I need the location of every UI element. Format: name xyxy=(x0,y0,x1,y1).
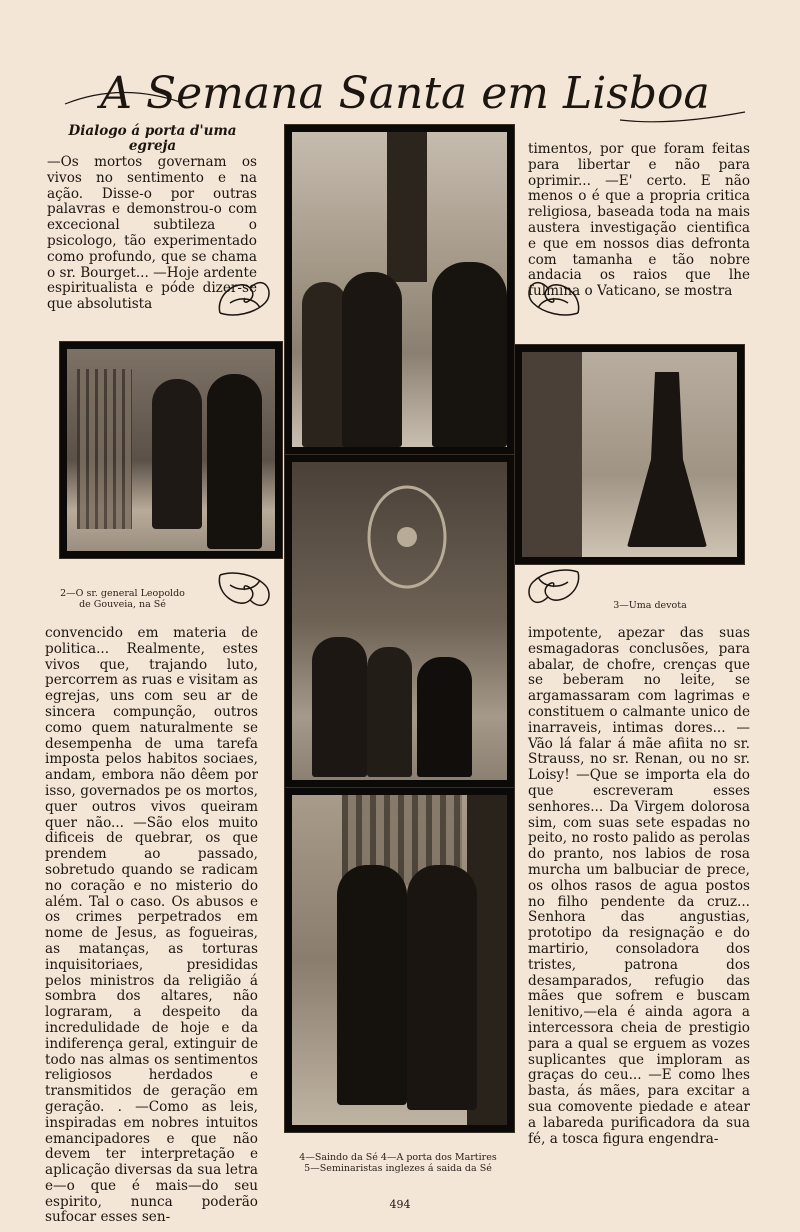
article-right-top: timentos, por que foram feitas para libertar e não para oprimir... —E' certo. E não menos o é que a propria critica religiosa, baseada toda na mais austera investigação cientifica e que em nossos dias defronta com tamanha e tão nobre andacia os raios que lhe fulmina o Vaticano, se mostra xyxy=(528,141,750,300)
photo-leaving-se xyxy=(285,455,514,787)
caption-photo-3: 3—Uma devota xyxy=(613,600,687,611)
photo-devout-woman xyxy=(515,345,744,564)
flourish-ornament xyxy=(210,565,280,620)
page-number: 494 xyxy=(389,1198,411,1211)
flourish-ornament xyxy=(210,268,280,323)
article-left-top: —Os mortos governam os vivos no sentimento e na ação. Disse-o por outras palavras e demonstrou-o com excecional subtileza o psicologo, tão experimentado como profundo, que se chama o sr. Bourget... —Hoje ardente espiritualista e póde dizer-se que absolutista xyxy=(47,154,257,313)
title-text: A Semana Santa em Lisboa xyxy=(100,68,710,119)
flourish-ornament xyxy=(518,268,588,323)
photo-seminarians xyxy=(285,788,514,1132)
flourish-ornament xyxy=(518,562,588,617)
article-left-bottom: convencido em materia de politica... Realmente, estes vivos que, trajando luto, percorrem as ruas e visitam as egrejas, uns com seu ar de sincera compunção, outros como quem naturalmente se desempenha de uma tarefa imposta pelos habitos sociaes, andam, embora não dêem por isso, governados pe os mortos, quer outros vivos queiram quer não... —São elos muito dificeis de quebrar, os que prendem ao passado, sobretudo quando se radicam no coração e no misterio do além. Tal o caso. Os abusos e os crimes perpetrados em nome de Jesus, as fogueiras, as matanças, as torturas inquisitoriaes, presididas pelos ministros da religião á sombra dos altares, não lograram, a despeito da incredulidade de hoje e da indiferença geral, extinguir de todo nas almas os sentimentos religiosos herdados e transmitidos de geração em geração. . —Como as leis, inspiradas em nobres intuitos emancipadores e que não devem ter interpretação e aplicação diversas da sua letra e—o que é mais—do seu espirito, nunca poderão sufocar esses sen- xyxy=(45,625,258,1226)
caption-bottom: 4—Saindo da Sé 4—A porta dos Martires 5—Seminaristas inglezes á saida da Sé xyxy=(299,1152,497,1174)
caption-photo-2: 2—O sr. general Leopoldo de Gouveia, na Sé xyxy=(60,588,185,610)
banner-emblem xyxy=(362,482,452,592)
article-right-bottom: impotente, apezar das suas esmagadoras conclusões, para abalar, de chofre, crenças que se beberam no leite, se argamassaram com lagrimas e constituem o calmante unico de inarraveis, intimas dores... —Vão lá falar á mãe afiita no sr. Strauss, no sr. Renan, ou no sr. Loisy! —Que se importa ela do que escreveram esses senhores... Da Virgem dolorosa sim, com suas sete espadas no peito, no rosto palido as perolas do pranto, nos labios de rosa murcha um balbuciar de prece, os olhos rasos de agua postos no filho pendente da cruz... Senhora das angustias, prototipo da resignação e do martirio, consoladora dos tristes, patrona dos desamparados, refugio das mães que sofrem e buscam lenitivo,—ela é ainda agora a intercessora cheia de prestigio para a qual se erguem as vozes suplicantes que imploram as graças do ceu... —E como lhes basta, ás mães, para excitar a sua comovente piedade e atear a labareda purificadora da sua fé, a tosca figura engendra- xyxy=(528,625,750,1147)
photo-general-gouveia xyxy=(60,342,282,558)
subheading: Dialogo á porta d'uma egreja xyxy=(68,123,237,154)
photo-church-door xyxy=(285,125,514,454)
page-title xyxy=(60,62,750,132)
